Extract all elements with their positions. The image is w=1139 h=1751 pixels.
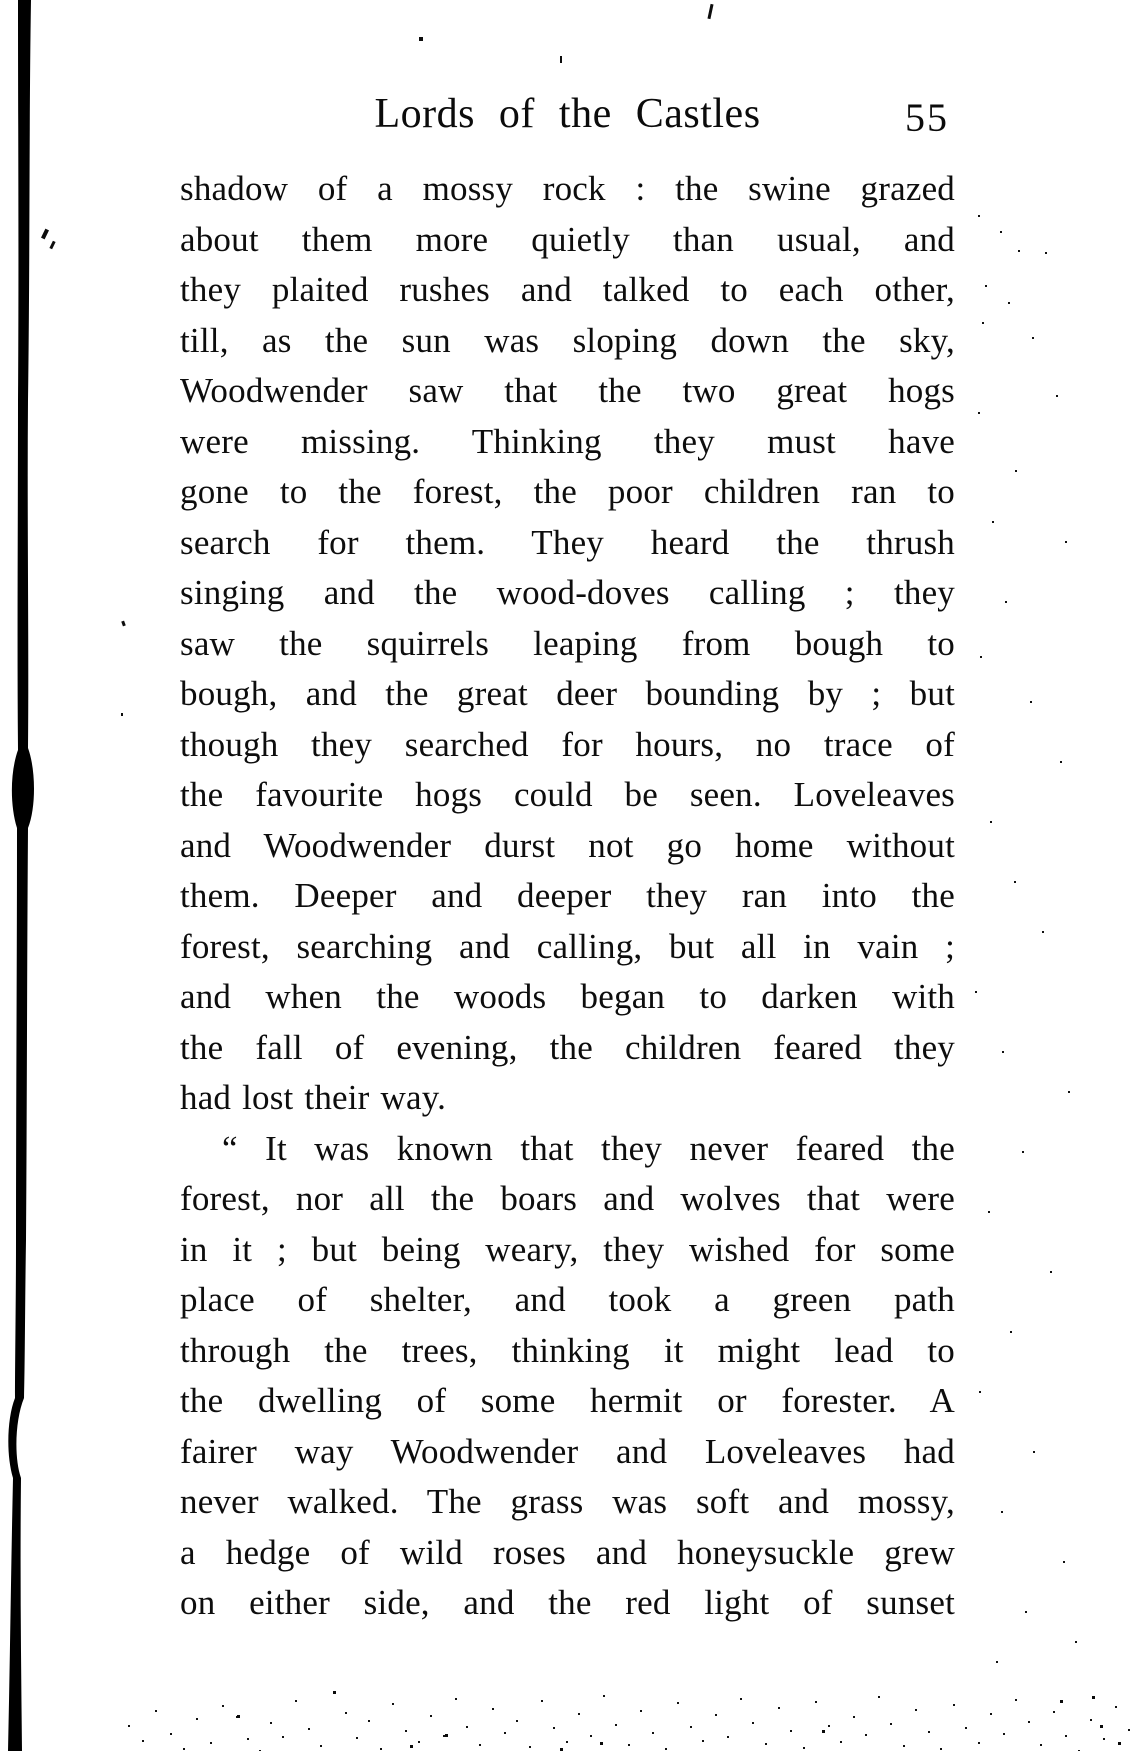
scan-speckles-bottom-band-large <box>0 0 3 3</box>
text-line: singing and the wood-doves calling ; they <box>180 573 955 612</box>
text-line: them. Deeper and deeper they ran into the <box>180 876 955 915</box>
scan-speck-left-margin <box>121 713 123 716</box>
text-line: about them more quietly than usual, and <box>180 219 955 259</box>
scan-speck-slash <box>707 4 713 19</box>
paragraph-2 <box>180 1124 955 1629</box>
text-line: the fall of evening, the children feared they <box>180 1027 955 1067</box>
text-line: were missing. Thinking they must have <box>180 421 955 461</box>
text-line: a hedge of wild roses and honeysuckle grew <box>180 1532 955 1572</box>
chapter-title: Lords of the Castles <box>374 91 761 137</box>
text-line: forest, nor all the boars and wolves that were <box>180 1179 955 1218</box>
text-line: “ It was known that they never feared the <box>222 1128 955 1168</box>
page-number: 55 <box>905 95 949 140</box>
text-line: the dwelling of some hermit or forester. A <box>180 1381 955 1420</box>
text-line: shadow of a mossy rock : the swine grazed <box>180 169 955 208</box>
text-line: gone to the forest, the poor children ran to <box>180 472 955 511</box>
scan-speck-left-margin <box>121 621 126 627</box>
running-header <box>180 86 955 146</box>
text-line: in it ; but being weary, they wished for some <box>180 1229 955 1269</box>
scan-speck-dot <box>419 37 423 41</box>
text-line: saw the squirrels leaping from bough to <box>180 623 955 663</box>
text-line: fairer way Woodwender and Loveleaves had <box>180 1431 955 1471</box>
text-line: and Woodwender durst not go home without <box>180 825 955 865</box>
paragraph-1 <box>180 164 955 1124</box>
text-line: through the trees, thinking it might lead to <box>180 1330 955 1370</box>
text-line: the favourite hogs could be seen. Loveleaves <box>180 775 955 814</box>
text-line: and when the woods began to darken with <box>180 977 955 1016</box>
text-line: place of shelter, and took a green path <box>180 1280 955 1319</box>
scan-speck-tick <box>560 56 562 63</box>
text-line: they plaited rushes and talked to each other, <box>180 270 955 309</box>
text-line: though they searched for hours, no trace of <box>180 724 955 764</box>
scan-speck-left-margin <box>41 229 49 240</box>
text-line: never walked. The grass was soft and mossy, <box>180 1482 955 1521</box>
text-line: had lost their way. <box>180 1078 447 1117</box>
text-line: search for them. They heard the thrush <box>180 522 955 562</box>
text-line: till, as the sun was sloping down the sky, <box>180 320 955 360</box>
text-line: bough, and the great deer bounding by ; but <box>180 674 955 713</box>
scan-speck-left-margin <box>49 241 55 250</box>
binding-gutter-bar <box>0 0 42 1751</box>
text-line: Woodwender saw that the two great hogs <box>180 371 955 410</box>
text-line: forest, searching and calling, but all in vain ; <box>180 926 955 966</box>
body-text-block <box>180 164 955 1629</box>
text-line: on either side, and the red light of sunset <box>180 1583 955 1622</box>
